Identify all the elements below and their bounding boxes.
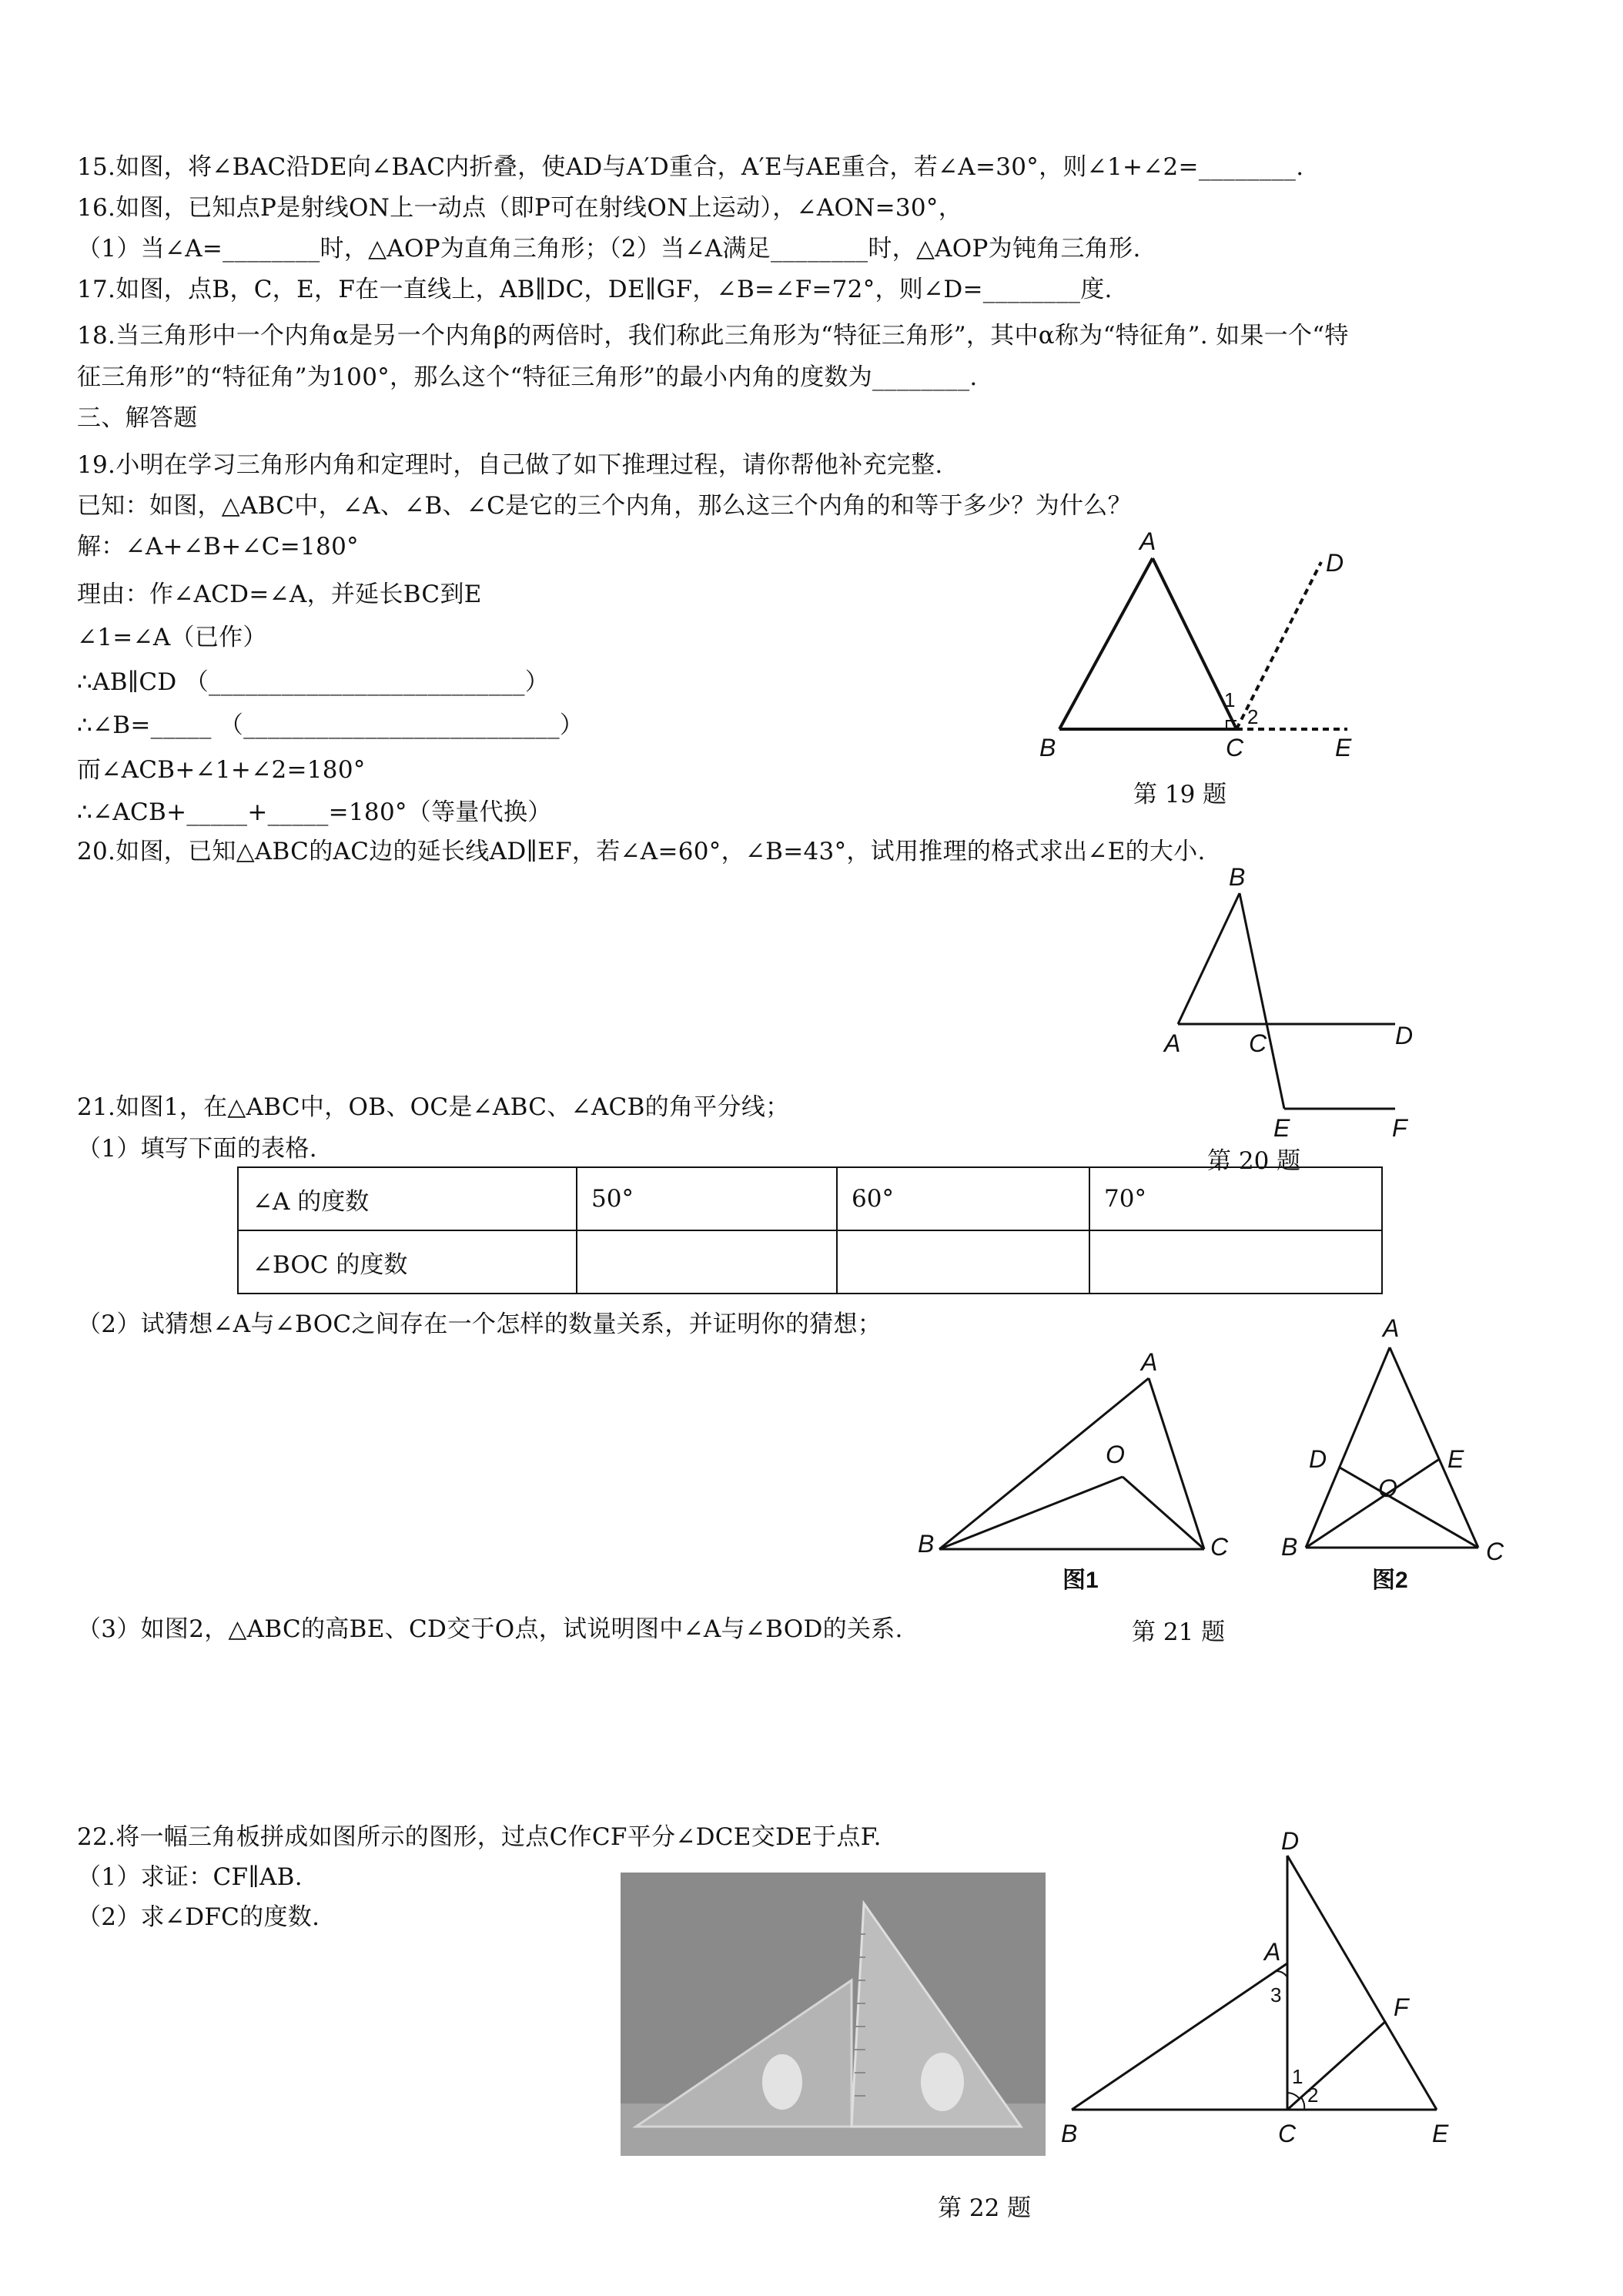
label-a: A <box>1264 1938 1281 1966</box>
fig21-1-title: 图1 <box>1062 1568 1099 1593</box>
figure-19 <box>1024 524 1378 778</box>
label-a: A <box>1383 1314 1400 1342</box>
label-c: C <box>1278 2120 1297 2147</box>
question-22: 22.将一幅三角板拼成如图所示的图形，过点C作CF平分∠DCE交DE于点F. <box>77 1823 882 1851</box>
question-18-line-2: 征三角形”的“特征角”为100°，那么这个“特征三角形”的最小内角的度数为________. <box>77 363 978 391</box>
label-a: A <box>1164 1029 1181 1057</box>
label-b: B <box>1229 863 1246 891</box>
question-15: 15.如图，将∠BAC沿DE向∠BAC内折叠，使AD与A′D重合，A′E与AE重合，若∠A=30°，则∠1+∠2=________. <box>77 153 1304 181</box>
label-o: O <box>1106 1441 1125 1468</box>
question-19-step-3: ∠1=∠A（已作） <box>77 624 267 651</box>
table-row <box>238 1230 1382 1294</box>
table-cell <box>837 1230 1089 1294</box>
label-e: E <box>1335 734 1352 761</box>
question-21-part-3: （3）如图2，△ABC的高BE、CD交于O点，试说明图中∠A与∠BOD的关系. <box>77 1615 903 1643</box>
label-f: F <box>1394 1993 1409 2021</box>
label-d: D <box>1309 1445 1327 1473</box>
table-cell <box>1089 1230 1382 1294</box>
label-b: B <box>1039 734 1056 761</box>
table-row <box>238 1167 1382 1230</box>
angle-label-2: 2 <box>1307 2083 1319 2107</box>
figure-20 <box>1155 862 1432 1140</box>
question-19-step-2: 理由：作∠ACD=∠A，并延长BC到E <box>77 581 482 608</box>
section-heading: 三、解答题 <box>77 404 198 432</box>
table-cell: 50° <box>577 1167 837 1230</box>
figure-22 <box>1047 1827 1478 2187</box>
question-19-step-1: 解：∠A+∠B+∠C=180° <box>77 533 359 561</box>
label-b: B <box>918 1530 935 1558</box>
caption-fig19: 第 19 题 <box>1133 781 1227 808</box>
question-20: 20.如图，已知△ABC的AC边的延长线AD∥EF，若∠A=60°，∠B=43°，试用推理的格式求出∠E的大小. <box>77 838 1206 865</box>
label-f: F <box>1392 1114 1407 1142</box>
label-b: B <box>1061 2120 1078 2147</box>
table-cell: ∠A 的度数 <box>238 1167 577 1230</box>
angle-label-1: 1 <box>1292 2065 1303 2088</box>
angle-label-2: 2 <box>1247 705 1259 728</box>
angle-label-3: 3 <box>1270 1983 1282 2006</box>
table-cell <box>577 1230 837 1294</box>
figure-21-1 <box>909 1340 1247 1594</box>
caption-fig21: 第 21 题 <box>1132 1618 1226 1646</box>
angle-label-1: 1 <box>1224 688 1236 711</box>
question-22-part-1: （1）求证：CF∥AB. <box>77 1863 303 1891</box>
table-cell: 70° <box>1089 1167 1382 1230</box>
label-d: D <box>1281 1827 1300 1855</box>
fig21-2-title: 图2 <box>1372 1568 1408 1593</box>
question-21-part-1: （1）填写下面的表格. <box>77 1135 317 1163</box>
question-19-step-4: ∴AB∥CD （__________________________） <box>77 668 550 696</box>
label-o: O <box>1378 1474 1397 1502</box>
label-e: E <box>1447 1445 1464 1473</box>
label-a: A <box>1139 527 1156 555</box>
question-19-step-7: ∴∠ACB+_____+_____=180°（等量代换） <box>77 798 552 826</box>
label-c: C <box>1249 1029 1267 1057</box>
table-cell: 60° <box>837 1167 1089 1230</box>
label-c: C <box>1486 1538 1504 1565</box>
question-21: 21.如图1，在△ABC中，OB、OC是∠ABC、∠ACB的角平分线； <box>77 1093 790 1121</box>
question-16-parts: （1）当∠A=________时，△AOP为直角三角形；（2）当∠A满足________时，△AOP为钝角三角形. <box>77 235 1141 263</box>
label-b: B <box>1281 1533 1298 1561</box>
figure-21-2 <box>1263 1309 1517 1594</box>
question-21-part-2: （2）试猜想∠A与∠BOC之间存在一个怎样的数量关系，并证明你的猜想； <box>77 1310 882 1338</box>
question-19-step-6: 而∠ACB+∠1+∠2=180° <box>77 756 366 784</box>
question-16: 16.如图，已知点P是射线ON上一动点（即P可在射线ON上运动），∠AON=30°， <box>77 194 963 222</box>
label-c: C <box>1210 1533 1229 1561</box>
question-18-line-1: 18.当三角形中一个内角α是另一个内角β的两倍时，我们称此三角形为“特征三角形”，其中α称为“特征角”. 如果一个“特 <box>77 322 1349 350</box>
label-d: D <box>1326 549 1344 577</box>
set-squares-drawing <box>621 1873 1046 2156</box>
question-19-step-5: ∴∠B=_____ （__________________________） <box>77 711 584 739</box>
label-e: E <box>1432 2120 1449 2147</box>
label-a: A <box>1141 1348 1158 1376</box>
question-22-part-2: （2）求∠DFC的度数. <box>77 1903 320 1931</box>
question-19: 19.小明在学习三角形内角和定理时，自己做了如下推理过程，请你帮他补充完整. <box>77 451 943 479</box>
angle-table <box>237 1166 1383 1294</box>
label-c: C <box>1226 734 1244 761</box>
label-d: D <box>1395 1022 1414 1049</box>
caption-fig20: 第 20 题 <box>1207 1147 1301 1175</box>
question-17: 17.如图，点B，C，E，F在一直线上，AB∥DC，DE∥GF，∠B=∠F=72°，则∠D=________度. <box>77 276 1113 303</box>
set-squares-photo <box>621 1873 1046 2156</box>
caption-fig22: 第 22 题 <box>938 2194 1032 2222</box>
table-cell: ∠BOC 的度数 <box>238 1230 577 1294</box>
question-19-given: 已知：如图，△ABC中，∠A、∠B、∠C是它的三个内角，那么这三个内角的和等于多少？为什么？ <box>77 492 1132 520</box>
label-e: E <box>1273 1114 1290 1142</box>
